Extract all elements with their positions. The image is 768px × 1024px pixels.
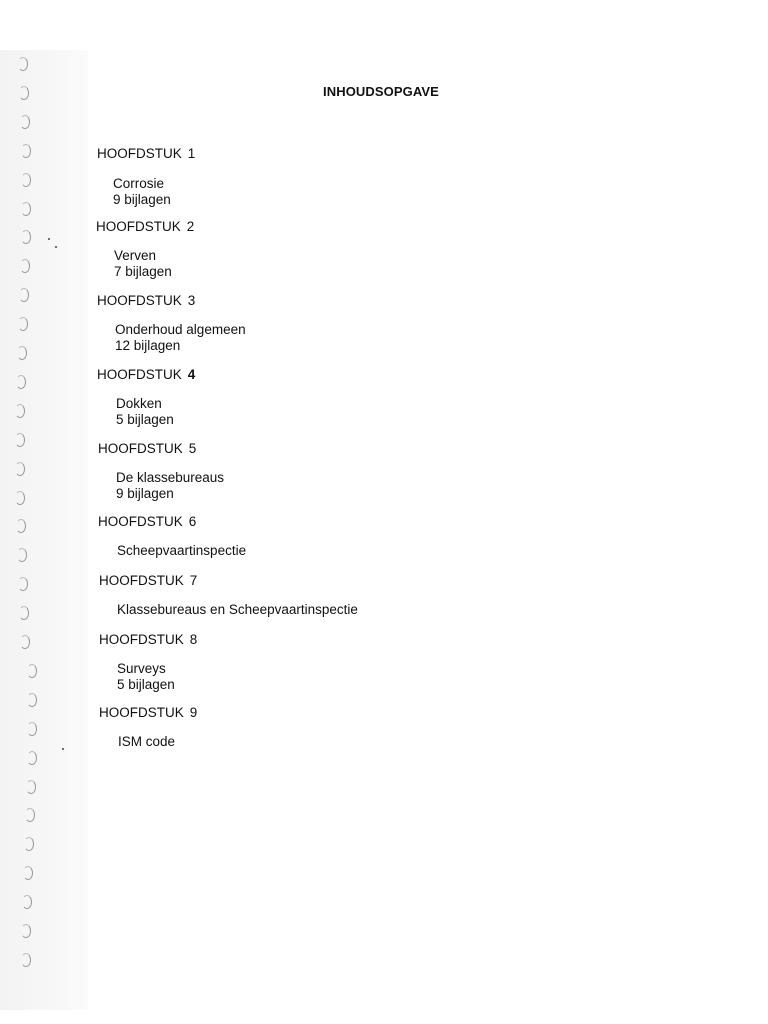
- chapter-subject: ISM code: [118, 734, 176, 749]
- punch-hole-icon: [15, 462, 25, 476]
- punch-hole-icon: [21, 173, 31, 187]
- chapter-subject: Dokken: [116, 396, 162, 411]
- chapter-entry: [99, 705, 197, 750]
- chapter-entry: [97, 367, 195, 427]
- punch-hole-icon: [21, 953, 31, 967]
- page-title: INHOUDSOPGAVE: [323, 84, 439, 99]
- punch-hole-icon: [15, 433, 25, 447]
- chapter-heading: [99, 632, 197, 648]
- chapter-label: HOOFDSTUK: [99, 705, 184, 720]
- chapter-body: [114, 248, 194, 279]
- chapter-heading: [98, 514, 246, 530]
- chapter-subject: Klassebureaus en Scheepvaartinspectie: [117, 602, 358, 617]
- punch-hole-margin: [0, 50, 88, 1010]
- chapter-body: [117, 661, 197, 692]
- chapter-heading: [99, 573, 358, 589]
- chapter-number: 1: [187, 146, 196, 161]
- punch-hole-icon: [21, 230, 31, 244]
- chapter-annex-count: 12 bijlagen: [115, 337, 181, 353]
- chapter-number: 7: [189, 573, 198, 588]
- chapter-heading: [97, 367, 195, 383]
- punch-hole-icon: [21, 144, 31, 158]
- chapter-number: 9: [189, 705, 198, 720]
- chapter-heading: [99, 705, 197, 721]
- punch-hole-icon: [27, 693, 37, 707]
- chapter-annex-count: 9 bijlagen: [116, 485, 174, 501]
- chapter-entry: [98, 441, 224, 501]
- punch-hole-icon: [16, 519, 26, 533]
- chapter-label: HOOFDSTUK: [98, 441, 183, 456]
- scan-speck: [62, 748, 64, 750]
- punch-hole-icon: [15, 404, 25, 418]
- chapter-subject: Onderhoud algemeen: [115, 322, 246, 337]
- punch-hole-icon: [21, 202, 31, 216]
- chapter-annex-count: 5 bijlagen: [117, 676, 175, 692]
- punch-hole-icon: [23, 866, 33, 880]
- punch-hole-icon: [25, 808, 35, 822]
- chapter-heading: [97, 293, 246, 309]
- chapter-annex-count: 5 bijlagen: [116, 411, 174, 427]
- chapter-label: HOOFDSTUK: [97, 367, 182, 382]
- punch-hole-icon: [18, 577, 28, 591]
- chapter-heading: [98, 441, 224, 457]
- punch-hole-icon: [17, 548, 27, 562]
- punch-hole-icon: [21, 924, 31, 938]
- punch-hole-icon: [17, 346, 27, 360]
- punch-hole-icon: [22, 895, 32, 909]
- punch-hole-icon: [19, 606, 29, 620]
- chapter-body: [116, 470, 224, 501]
- punch-hole-icon: [16, 375, 26, 389]
- punch-hole-icon: [15, 491, 25, 505]
- punch-hole-icon: [20, 115, 30, 129]
- scan-speck: [48, 238, 50, 240]
- punch-hole-icon: [18, 57, 28, 71]
- punch-hole-icon: [27, 664, 37, 678]
- punch-hole-icon: [26, 780, 36, 794]
- chapter-heading: [96, 219, 194, 235]
- chapter-entry: [98, 514, 246, 559]
- chapter-label: HOOFDSTUK: [98, 514, 183, 529]
- chapter-label: HOOFDSTUK: [99, 573, 184, 588]
- chapter-label: HOOFDSTUK: [97, 146, 182, 161]
- punch-hole-icon: [20, 635, 30, 649]
- chapter-label: HOOFDSTUK: [99, 632, 184, 647]
- chapter-number: 6: [188, 514, 197, 529]
- chapter-body: [115, 322, 246, 353]
- chapter-entry: [97, 146, 195, 207]
- chapter-number: 3: [187, 293, 196, 308]
- punch-hole-icon: [24, 837, 34, 851]
- chapter-number: 8: [189, 632, 198, 647]
- chapter-body: [117, 543, 246, 559]
- punch-hole-icon: [20, 259, 30, 273]
- chapter-body: [113, 176, 195, 207]
- chapter-number: 2: [186, 219, 195, 234]
- chapter-subject: Surveys: [117, 661, 166, 676]
- chapter-subject: Verven: [114, 248, 157, 263]
- chapter-body: [118, 734, 197, 750]
- chapter-body: [116, 396, 195, 427]
- chapter-label: HOOFDSTUK: [97, 293, 182, 308]
- punch-hole-icon: [27, 722, 37, 736]
- chapter-number: 5: [188, 441, 197, 456]
- chapter-body: [117, 602, 358, 618]
- chapter-subject: Corrosie: [113, 176, 165, 191]
- chapter-subject: Scheepvaartinspectie: [117, 543, 247, 558]
- chapter-subject: De klassebureaus: [116, 470, 225, 485]
- chapter-annex-count: 7 bijlagen: [114, 263, 172, 279]
- chapter-entry: [96, 219, 194, 279]
- punch-hole-icon: [18, 317, 28, 331]
- punch-hole-icon: [27, 751, 37, 765]
- chapter-entry: [99, 632, 197, 692]
- chapter-entry: [97, 293, 246, 353]
- chapter-number: 4: [187, 367, 196, 382]
- scan-speck: [55, 246, 57, 248]
- punch-hole-icon: [19, 86, 29, 100]
- chapter-entry: [99, 573, 358, 618]
- punch-hole-icon: [19, 288, 29, 302]
- chapter-heading: [97, 146, 195, 162]
- chapter-annex-count: 9 bijlagen: [113, 191, 171, 207]
- chapter-label: HOOFDSTUK: [96, 219, 181, 234]
